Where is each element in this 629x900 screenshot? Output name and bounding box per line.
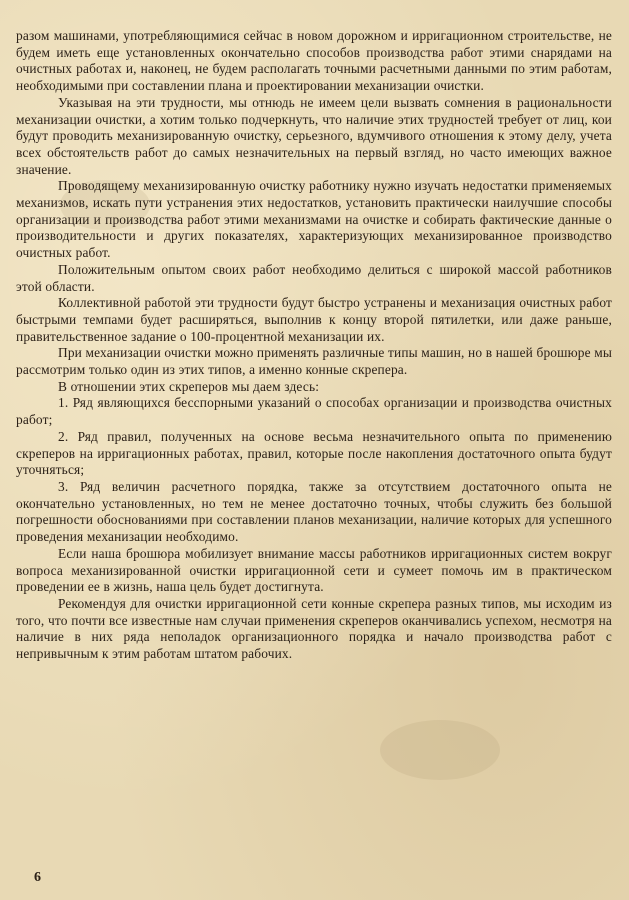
paragraph: Рекомендуя для очистки ирригационной сети конные скрепера разных типов, мы исходим из того, что почти все известные нам случаи применения скреперов оканчивались успехом, несмотря на наличие в них ряда неполадок организационного порядка и начало производства работ с непривычным к этим работам штатом рабочих. (16, 595, 612, 662)
list-item: 2. Ряд правил, полученных на основе весьма незначительного опыта по применению скреперов на ирригационных работах, правил, которые после накопления достаточного опыта будут уточняться; (16, 428, 612, 478)
paragraph: При механизации очистки можно применять различные типы машин, но в нашей брошюре мы рассмотрим только один из этих типов, а именно конные скрепера. (16, 345, 612, 378)
paragraph: Проводящему механизированную очистку работнику нужно изучать недостатки применяемых механизмов, искать пути устранения этих недостатков, установить практически наилучшие способы организации и производства работ этими механизмами на очистке и собирать фактические данные о производительности и других показателях, характеризующих механизированное производство очистных работ. (16, 178, 612, 261)
list-item: 3. Ряд величин расчетного порядка, также за отсутствием достаточного опыта не окончательно установленных, но тем не менее достаточно точных, чтобы служить без большой погрешности обоснованиями при составлении планов механизации, наличие которых для успешного проведения механизации необходимо. (16, 478, 612, 545)
paragraph: В отношении этих скреперов мы даем здесь: (58, 378, 320, 394)
paragraph: Положительным опытом своих работ необходимо делиться с широкой массой работников этой области. (16, 261, 612, 294)
paragraph: Указывая на эти трудности, мы отнюдь не имеем цели вызвать сомнения в рациональности механизации очистки, а хотим только подчеркнуть, что наличие этих трудностей требует от лиц, кои будут проводить механизированную очистку, серьезного, вдумчивого отношения к этому делу, учета всех обстоятельств работ до самых незначительных на первый взгляд, но часто имеющих важное значение. (16, 94, 612, 177)
paragraph: разом машинами, употребляющимися сейчас в новом дорожном и ирригационном строительстве, не будем иметь еще установленных окончательно способов производства работ этими снарядами на очистных работах и, наконец, не будем располагать точными расчетными данными по этим работам, необходимыми при составлении плана и проектировании механизации очистки. (16, 28, 612, 94)
list-item: 1. Ряд являющихся бесспорными указаний о способах организации и производства очистных работ; (16, 395, 612, 428)
paper-stain (380, 720, 500, 780)
page-body (16, 28, 612, 663)
paragraph: Коллективной работой эти трудности будут быстро устранены и механизация очистных работ быстрыми темпами будет расширяться, выполнив к концу второй пятилетки, или даже раньше, правительственное задание о 100-процентной механизации их. (16, 295, 612, 344)
paragraph: Если наша брошюра мобилизует внимание массы работников ирригационных систем вокруг вопроса механизированной очистки ирригационной сети и сумеет помочь им в практическом проведении ее в жизнь, наша цель будет достигнута. (16, 545, 612, 595)
page-number: 6 (34, 870, 41, 885)
